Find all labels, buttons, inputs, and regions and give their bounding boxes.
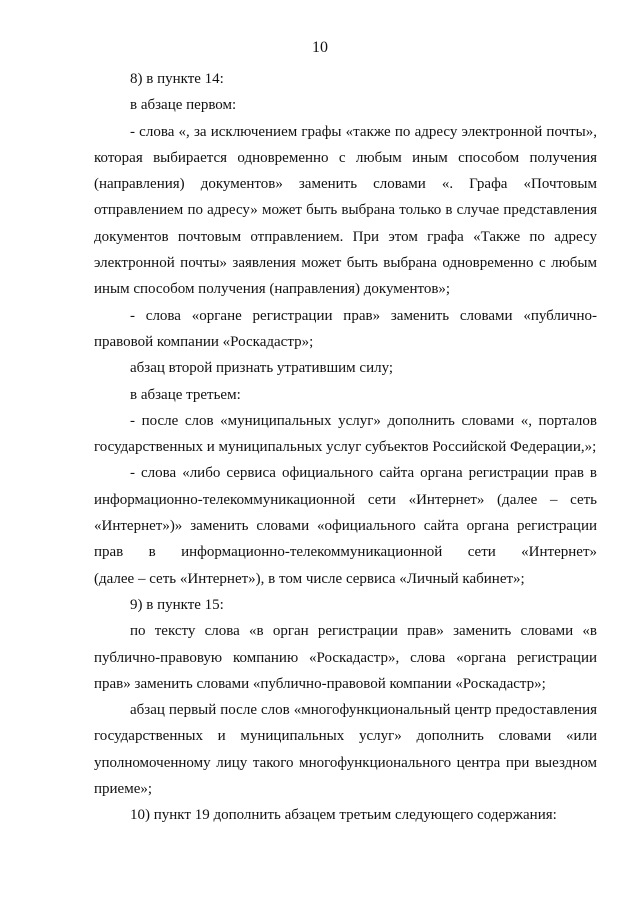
paragraph-first-abzac-mfc: абзац первый после слов «многофункциональный центр предоставления государственных и муниципальных услуг» дополнить словами «или уполномоченному лицу такого многофункционального центра при выездном приеме»; [94,702,597,798]
document-body [94,66,597,829]
paragraph-replace-website-part1: - слова «либо сервиса официального сайта органа регистрации прав в информационно-телекоммуникационной сети «Интернет» (далее – сеть «Интернет»)» заменить словами «официального сайта органа регистрации [94,465,597,535]
paragraph-second-abzac-void: абзац второй признать утратившим силу; [130,360,394,377]
paragraph-item-10: 10) пункт 19 дополнить абзацем третьим следующего содержания: [130,807,557,824]
paragraph-first-abzac: в абзаце первом: [130,97,237,114]
paragraph-replace-registration-body: - слова «органе регистрации прав» заменить словами «публично-правовой компании «Роскадастр»; [94,307,597,350]
paragraph-item-8: 8) в пункте 14: [130,71,224,87]
paragraph-replace-in-text: по тексту слова «в орган регистрации прав» заменить словами «в публично-правовую компанию «Роскадастр», слова «органа регистрации прав» заменить словами «публично-правовой компании «Роскадастр»; [94,623,597,692]
page-number: 10 [312,39,328,56]
paragraph-third-abzac: в абзаце третьем: [130,386,241,403]
paragraph-replace-website-part2: прав в информационно-телекоммуникационной сети «Интернет» [94,544,597,561]
paragraph-replace-email-clause: - слова «, за исключением графы «также по адресу электронной почты», которая выбирается одновременно с любым иным способом получения (направления) документов» заменить словами «. Графа «Почтовым отправлением по адресу» может быть выбрана только в случае представления документов почтовым отправлением. При этом графа «Также по адресу электронной почты» заявления может быть выбрана одновременно с любым иным способом получения (направления) документов»; [94,123,597,298]
paragraph-replace-website-part3: (далее – сеть «Интернет»), в том числе сервиса «Личный кабинет»; [94,570,525,587]
paragraph-item-9: 9) в пункте 15: [130,596,224,613]
paragraph-add-portals: - после слов «муниципальных услуг» дополнить словами «, порталов государственных и муниципальных услуг субъектов Российской Федерации,»; [94,412,597,456]
